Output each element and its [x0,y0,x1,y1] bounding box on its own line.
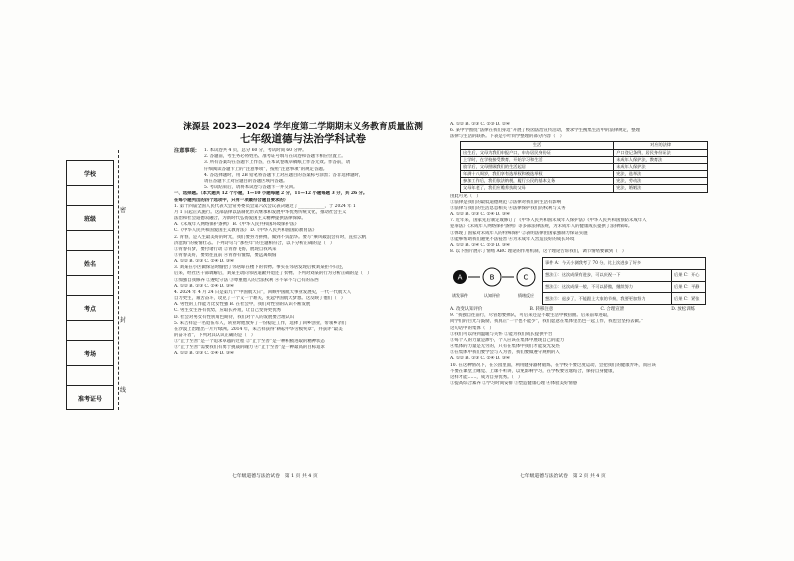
question-line: A. ①② B. ①③ C. ②④ D. ③④ [174,259,234,265]
seal-char: 线 [120,387,127,394]
question-line: ③每个人的力量是渺小，个人应该在集体中展现自己的能力 [450,337,565,343]
abc-label-a: A [457,273,463,282]
notice-item: 仔细阅读答题卡上的“注意事项”，按照“注意事项”的规定答题。 [204,166,328,172]
question-line: ①法律是我们的最低道德规范 ②法律对我们的生活有影响 [450,199,562,205]
question-line: 犯罪法》《未成年人网络保护条例》等多部法律法规，为未成年人的健康成长提供了法律保障。 [450,224,633,230]
law-table-cell: 宪法，劳动法 [614,178,708,185]
binding-blank [67,321,113,341]
exam-subtitle: 七年级道德与法治学科试卷 [240,133,366,145]
question-line: A. ①② B. ①③ C. ②④ D. ③④ [174,283,234,289]
question-line: A. 男性的工作能力比女性强 B. 在社会中，我们对性别的认识不断发展 [174,302,311,308]
seal-char: 封 [120,317,127,324]
question-line: ①加强自我修养 ②遵纪守法 ③尊重他人的合法权利 ④不拿不与己有的东西 [174,277,319,283]
notice-item: 请在答题卡上对应题目的答题区域内答题。 [204,179,288,185]
abc-caption: 情绪反应 [518,293,534,299]
law-table-cell: 年满十八周岁，我们享有选举权和被选举权 [461,171,614,178]
question-line: 10. 在这种情况下，在公园里面，利用健身器材锻炼，在学校不要过度运动，会把我们的健康弄坏，而应该 [450,362,656,368]
law-table-cell: 未成年人保护法 [614,163,708,170]
exam-title: 涞源县 2023—2024 学年度第二学期期末义务教育质量监测 [183,122,423,132]
abc-label-b: B [489,273,495,282]
question-line: D. 社会对男女有性别角色期待，我们对个人的发展要合理认识 [174,314,295,320]
option-d: D. 放松训练 [671,307,695,313]
law-table-cell: 未成年人保护法，教育法 [614,156,708,163]
law-table-header: 生活 [461,142,614,149]
seal-line [118,150,126,410]
binding-blank [67,186,113,206]
section-heading: 一、选择题。（本大题共 12 个小题，1—10 小题每题 2 分，11—12 小题每题 3 分，共 26 分。 [174,191,368,197]
question-line: 济沧海”的豪情壮志。下列诗句与“那些年”的主题相符合，以下分析正确的是（ ） [174,240,335,246]
question-line: ①“止于至善”是一个追求卓越的过程 ②“止于至善”是一种积极进取的精神状态 [174,339,325,345]
question-line: 由此可见（ ） [450,193,481,199]
binding-school: 学校 [67,161,113,186]
question-line: 5. 朱吉祥是一名退伍军人，转业时他放弃了一份稳定工作，选择了回乡创业，带领乡亲们 [174,320,347,326]
abc-caption: 诱发事件 [452,293,468,299]
question-line: 月 1 日起正式施行。这部法律以法制化形式继承和发展中华优秀传统文化，推动社会主义 [174,209,347,215]
question-line: 不要在课堂上睡觉、上课不听讲，以免影响学习，在学校要劳逸结合，保持自身健康， [450,368,617,374]
binding-exam-room: 考场 [67,341,113,366]
right-page [450,122,715,387]
notice-item: 4. 答选择题时，用 2B 铅笔将答题卡上对应题目的答案标号涂黑；答非选择题时， [204,172,364,178]
question-line: A. ①② B. ①③ C. ②④ D. ③④ [450,356,510,362]
question-line: ①我们可以得到温暖与关怀 ②能为我们成长提供平台 [450,331,553,337]
question-line: 4. 2024 年 4 月 24 日是第九个“中国航天日”，回顾中国航天事业发展史，一代一代航天人 [174,289,352,295]
binding-class: 班级 [67,206,113,231]
event-table [542,257,706,305]
law-table-cell: 参加工作后，我们依法纳税，履行公民的基本义务 [461,178,614,185]
question-line: 9. “我独自往前行，尽管想要掉队，可后来还是不敢生活中被扭曲。后来前辈进取， [450,313,612,319]
event-table-cell: 想法②：这次成绩一般，不可以骄傲，继续努力 [543,281,672,293]
question-line: C.《中华人民共和国爱国主义教育法》 D.《中华人民共和国国防教育法》 [174,228,317,234]
law-table-cell: 父母年老了，我们应赡养扶助父母 [461,185,614,192]
event-table-cell: 后果 C：紧张 [672,293,706,305]
question-line: ⑤在集体中我们要学会与人为善，我们要做遵守规则的人 [450,350,560,356]
page-footer-left: 七年级道德与法治试卷 第 1 页 共 4 页 [232,474,318,479]
question-line: 在沙漠上治理出一片片绿洲。2014 年，朱吉祥获得“耕耘中华劳模奖章”，并获评“最美 [174,326,343,332]
law-table-cell: 上学时，在学校接受教育，开始学习和生活 [461,156,614,163]
binding-blank [67,231,113,251]
event-table-cell: 后果 C：平静 [672,281,706,293]
law-table-cell: 出生后，父母为我们申报户口，申办居民身份证 [461,149,614,156]
notice-block [174,148,432,191]
event-table-cell: 后果 C：开心 [672,269,706,281]
question-line: 法治和社会道德双融合，为新时代弘扬爱国主义精神提供法律保障。 [174,216,306,222]
event-table-cell: 想法①：这次成绩有进步，可以庆祝一下 [543,269,672,281]
law-table-cell: 宪法，选举法 [614,171,708,178]
abc-label-c: C [523,273,529,282]
abc-caption: 认知评价 [484,293,500,299]
question-line: ③法律与我们的生活息息相关 ④法律保护我们的权利与义务 [450,205,566,211]
question-line: C. 男生女生各有优势，应取长补短，让自己变得更优秀 [174,308,281,314]
law-table-header: 对应的法律 [614,142,708,149]
binding-blank [67,366,113,386]
notice-item: 3. 所有答案均在答题卡上作答，在本试卷或草稿纸上作答无效。作答前，请 [204,160,351,166]
option-b: B. 转移注意 [529,307,554,313]
law-table [460,141,708,192]
question-line: A. ①② B. ①③ C. ②④ D. ③④ [450,212,510,218]
page-footer-right: 七年级道德与法治试卷 第 2 页 共 4 页 [520,474,606,479]
question-line: 这句话中的集体（ ） [450,325,494,331]
question-line: 2. 青春，是人生最美好的时光，我们要努力拼搏，做到不负韶华。要写“乘风破浪会有时，直挂云帆 [174,234,367,240]
question-line: ③青春美好，要勇往直前 ④青春有憧憬，要远离烦恼 [174,252,277,258]
law-table-cell: 宪法，婚姻法 [614,185,708,192]
question-line: 后来，经社区干部调解后，刘某主动向邻居道歉并退还了衣物。下列对刘某的行为分析正确的是（ ） [174,271,372,277]
abc-figure-block [450,257,715,305]
question-line: A. ①② B. ①④ C. ②③ D. ③④ [450,242,510,248]
question-line: ③“止于至善”需要我们有勇于挑战的魄力 ④“止于至善”是一种最高的目标追求 [174,345,325,351]
binding-ticket-number: 准考证号 [77,396,102,403]
question-line: A. ①② B. ①③ C. ②③ D. ②④ [450,122,510,127]
question-line: 3. 刘某在小区做保洁时偷拾了邻居晾在楼下的衣物。事实在邻居发现后被刘某拒不归还， [174,265,347,271]
question-line: 这样才能……，成为自身优秀。（ ） [450,374,523,380]
question-line: 7. 近年来，国家先后制定或修订了《中华人民共和国未成年人保护法》《中华人民共和国预防未成年人 [450,218,647,224]
notice-item: 5. 考试结束后，请将本试卷与答题卡一并交回。 [204,185,298,191]
section-heading: 在每小题列出的四个选项中，只有一项最符合题目要求的） [174,197,289,203]
abc-theory-diagram [450,257,542,305]
binding-exam-site: 考点 [67,296,113,321]
question-line: 同学们的目光与鼓励，我真正“一个也不能少”，我们愿意在集体里出色一起工作，我也会坚持去做。” [450,319,644,325]
law-table-cell: 放学后，父母照顾我们的生活起居 [461,163,614,170]
question-line: 6. 某中学围绕“法律在我们身边”开展了校园法治宣传活动，要求学生搜集生活中的法律规定，整理 [450,128,641,134]
option-a: A. 改变认知评价 [450,307,483,313]
question-line: 自力更生，艰苦奋斗，攻克了一个又一个难关，托起中国航天梦想。这反映了他们（ ） [174,296,346,302]
question-line: 8. 以下图片展示了情绪 ABC 理论的作用机制，这个理论告诉我们，调节情绪要做到（ ） [450,248,627,254]
event-table-cell: 想法③：退步了，不能跟上大家的节奏，我要更加努力 [543,293,672,305]
question-line: ④集体的力量是无穷的，只有在集体中我们才能发光发热 [450,344,560,350]
option-c: C. 合理宣泄 [600,307,624,313]
question-line: ①提高综合素养 ②学习时间安排 ③塑造健康心理 ④体验美好情感 [450,381,578,386]
binding-name: 姓名 [67,251,113,276]
seal-char: 密 [120,207,127,214]
question-line: ③能够帮助我们避免不法侵害 ④为未成年人营造良好的成长环境 [450,236,575,242]
question-line: ①青春有梦，要付诸行动 ②青春飞扬，展现自我风采 [174,246,277,252]
binding-blank [67,276,113,296]
binding-box [66,160,114,410]
question-line: 1. 第十四届全国人民代表大会常务委员会第六次会议表决通过了____________，于 2024 年 1 [174,203,356,209]
law-table-cell: 户口登记条例，居民身份证法 [614,149,708,156]
notice-item: 1. 本试卷共 4 页，总分 60 分，考试时间 60 分钟。 [204,148,307,153]
left-page [174,122,432,358]
event-table-event: 事件 A：今天小测我考了 70 分，比上次进步了好多 [543,258,706,270]
question-line: 的奋斗者”，下列对其认识正确的是（ ） [174,333,256,339]
question-line: A. ①② B. ①③ C. ②④ D. ③④ [174,351,234,357]
question-line: 法律与生活的联系。下表是小叶同学整理的部分内容（ ） [450,134,565,140]
question-line: ①体现了国家对未成年人的特殊保护 ②表明法律由国家强制力保证实施 [450,230,588,236]
notice-label: 注意事项： [174,148,200,154]
question-line: A.《未成年人网络保护条例》 B.《中华人民共和国环境保护法》 [174,222,299,228]
notice-item: 2. 答题前，考生务必将姓名、准考证号填写在试卷和答题卡相应位置上。 [204,154,346,160]
